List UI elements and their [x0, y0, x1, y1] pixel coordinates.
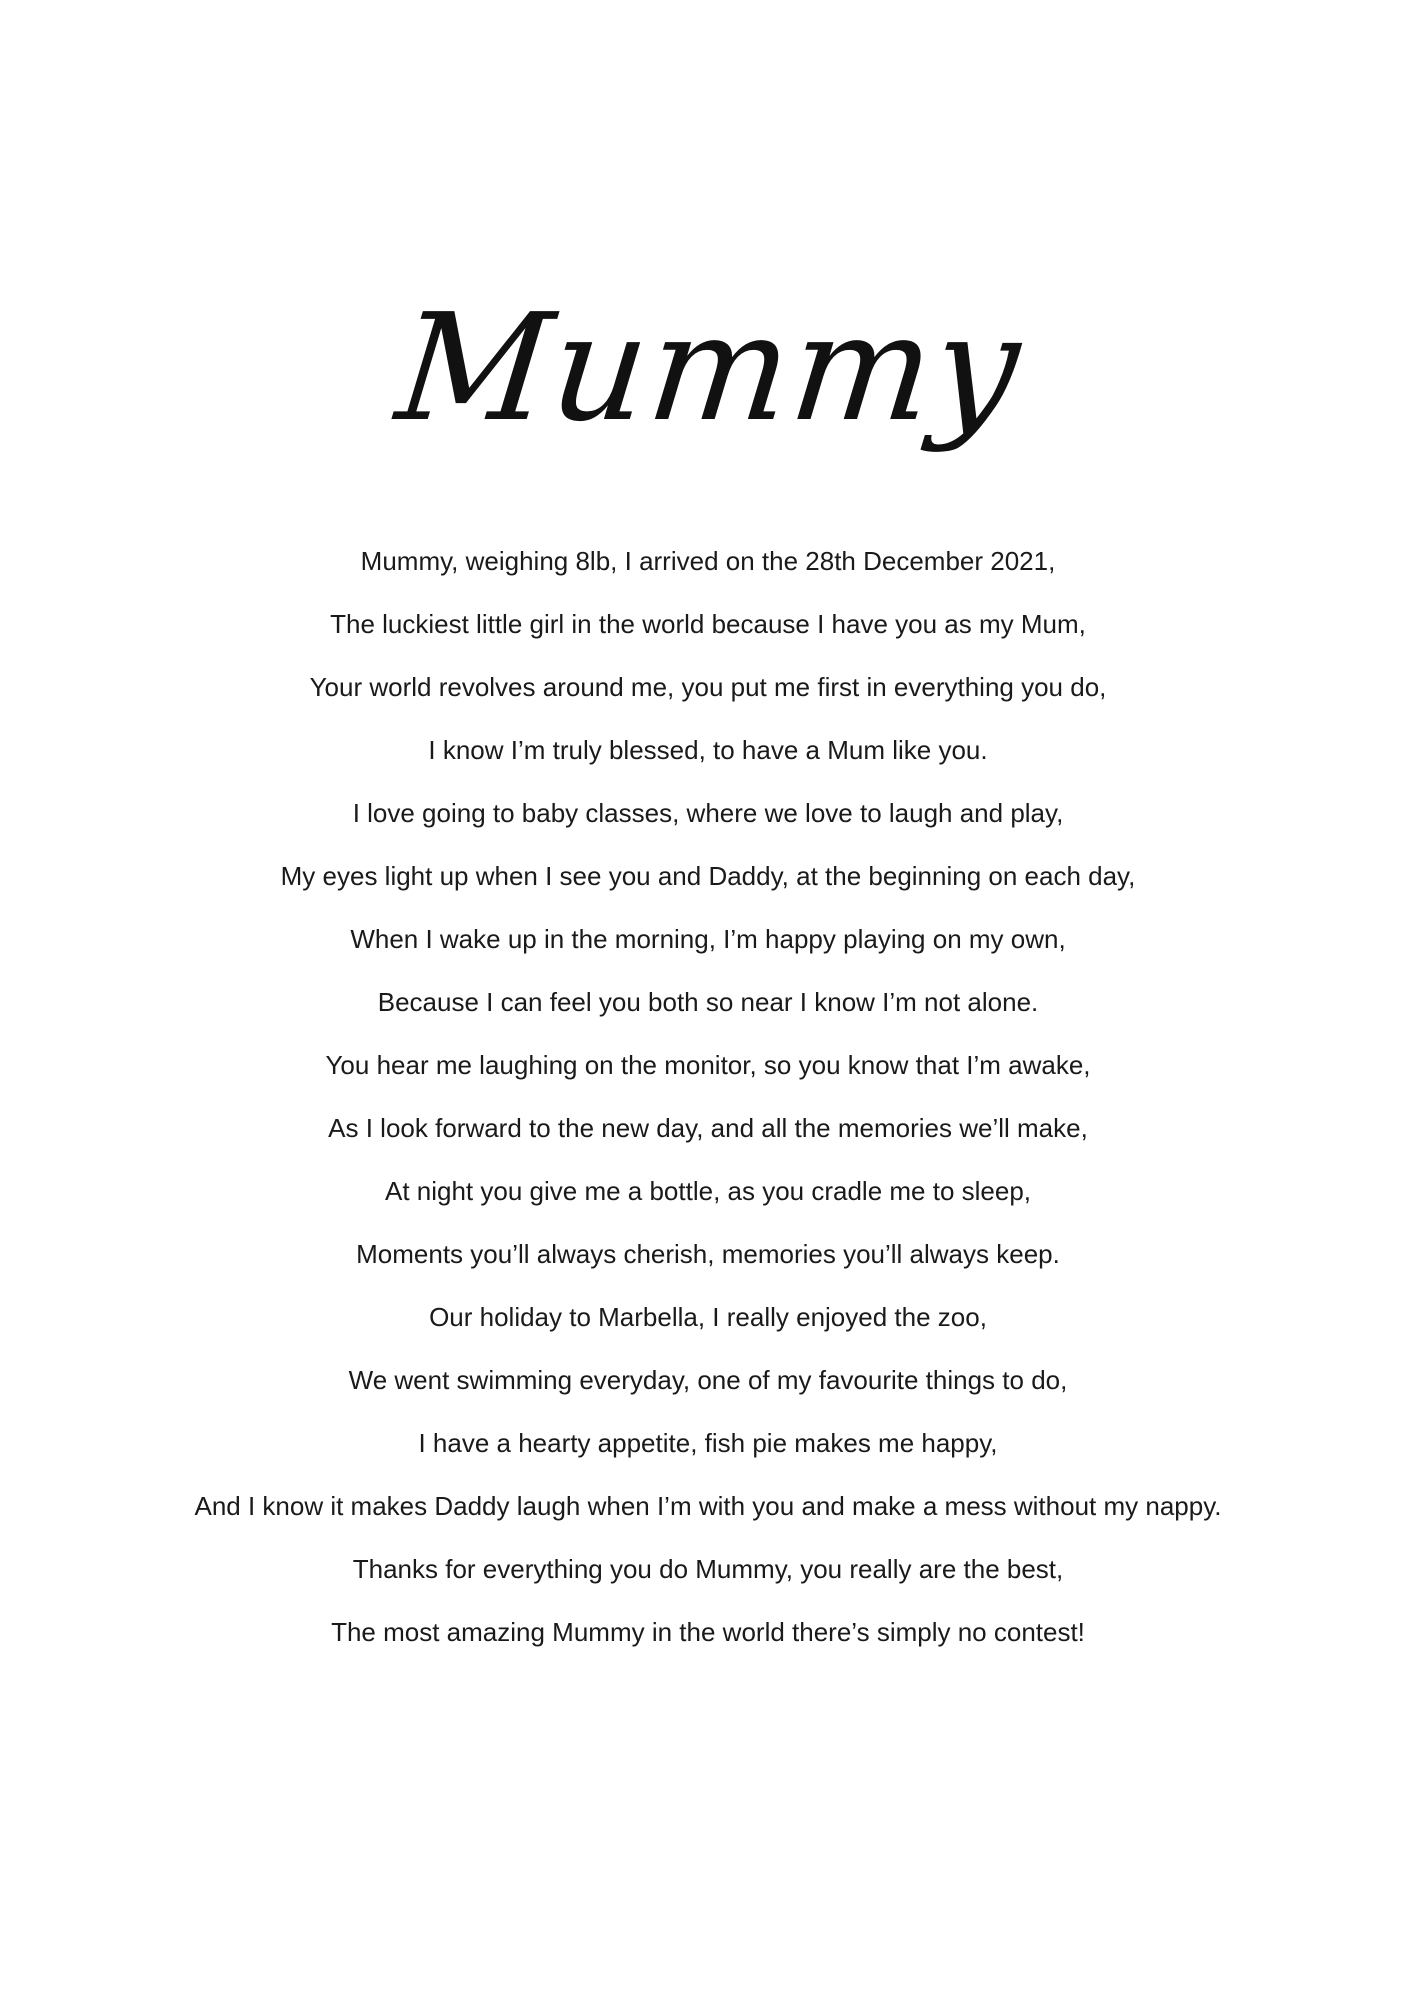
poem-line: My eyes light up when I see you and Daddy, at the beginning on each day,	[280, 861, 1136, 891]
poem-title: Mummy	[389, 282, 1030, 454]
poem-line: At night you give me a bottle, as you cradle me to sleep,	[384, 1176, 1032, 1206]
poem-body	[0, 530, 1416, 1664]
poem-line: I have a hearty appetite, fish pie makes me happy,	[418, 1428, 998, 1458]
poem-line: We went swimming everyday, one of my favourite things to do,	[348, 1365, 1068, 1395]
poem-line: Because I can feel you both so near I know I’m not alone.	[377, 987, 1039, 1017]
poem-line: You hear me laughing on the monitor, so you know that I’m awake,	[325, 1050, 1091, 1080]
poem-line: As I look forward to the new day, and all the memories we’ll make,	[328, 1113, 1088, 1143]
poem-line: The most amazing Mummy in the world there’s simply no contest!	[331, 1617, 1085, 1647]
poem-line: Mummy, weighing 8lb, I arrived on the 28th December 2021,	[360, 546, 1056, 576]
poem-line: I know I’m truly blessed, to have a Mum like you.	[428, 735, 988, 765]
poem-line: Your world revolves around me, you put me first in everything you do,	[309, 672, 1107, 702]
poem-line: I love going to baby classes, where we love to laugh and play,	[352, 798, 1064, 828]
poem-line: Thanks for everything you do Mummy, you really are the best,	[352, 1554, 1064, 1584]
poem-line: Our holiday to Marbella, I really enjoyed the zoo,	[429, 1302, 987, 1332]
poem-line: Moments you’ll always cherish, memories you’ll always keep.	[356, 1239, 1060, 1269]
poem-line: The luckiest little girl in the world because I have you as my Mum,	[330, 609, 1086, 639]
poem-line: And I know it makes Daddy laugh when I’m with you and make a mess without my nappy.	[194, 1491, 1222, 1521]
poem-line: When I wake up in the morning, I’m happy playing on my own,	[350, 924, 1066, 954]
